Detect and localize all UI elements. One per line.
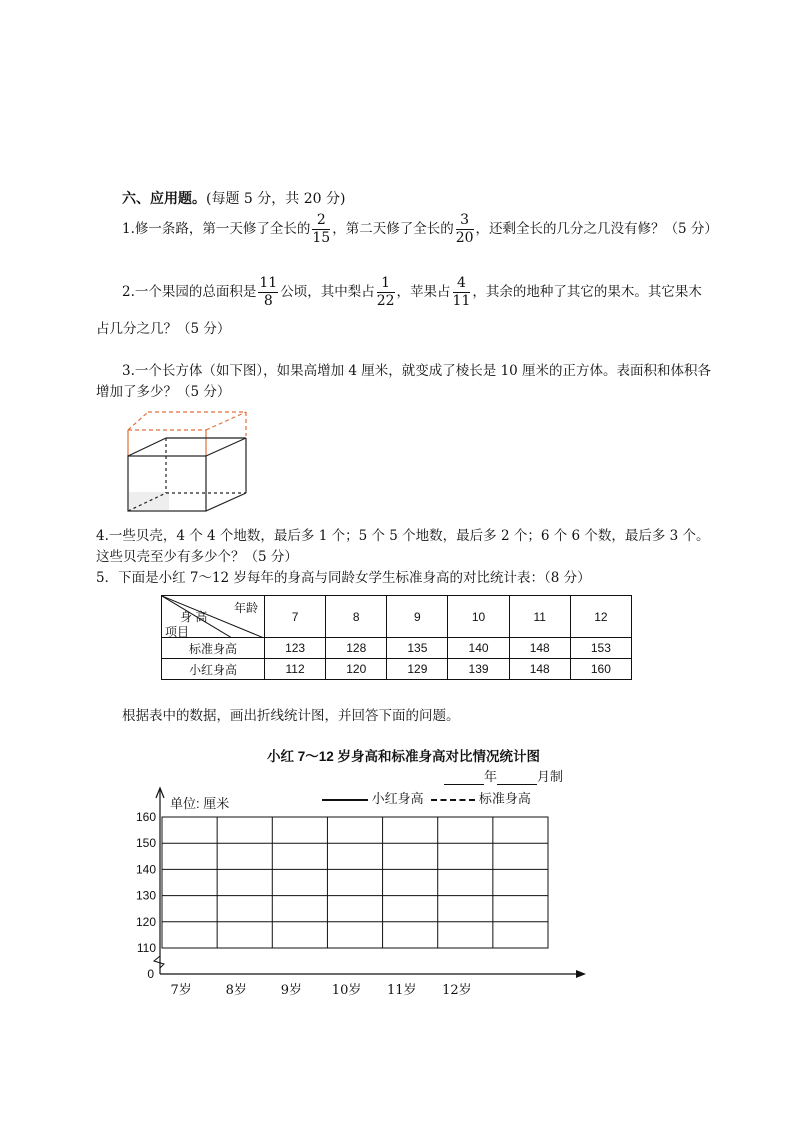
q1-fraction-1	[312, 212, 330, 247]
frac-num: 4	[453, 275, 471, 293]
table-row	[162, 638, 632, 659]
q2-fraction-3	[453, 275, 471, 310]
q2-fraction-1	[258, 275, 278, 310]
section-title	[122, 188, 345, 208]
q2-text-1: 2.一个果园的总面积是	[122, 284, 257, 300]
question-5-line-1: 5．下面是小红 7～12 岁每年的身高与同龄女学生标准身高的对比统计表：（8 分）	[96, 570, 591, 586]
axis-break	[154, 956, 164, 968]
age-header: 11	[509, 596, 570, 638]
question-4-line-1: 4.一些贝壳，4 个 4 个地数，最后多 1 个；5 个 5 个地数，最后多 2 个；6 个 6 个数，最后多 3 个。	[96, 528, 710, 544]
x-tick-label: 10岁	[331, 983, 362, 998]
q2-text-4: ，其余的地种了其它的果木。其它果木	[472, 284, 702, 300]
frac-den: 8	[263, 293, 273, 309]
legend-label-xiaohong: 小红身高	[371, 791, 424, 806]
cell: 112	[265, 659, 326, 680]
frac-den: 20	[455, 230, 474, 246]
q1-text-3: ，还剩全长的几分之几没有修？（5 分）	[475, 221, 718, 237]
x-axis-arrow	[576, 970, 586, 978]
x-tick-label: 7岁	[170, 983, 192, 998]
table-corner-cell	[162, 596, 265, 638]
question-3-line-1: 3.一个长方体（如下图），如果高增加 4 厘米，就变成了棱长是 10 厘米的正方体。表面积和体积各	[122, 363, 712, 379]
height-table	[161, 595, 632, 680]
age-header: 8	[326, 596, 387, 638]
cell: 153	[570, 638, 631, 659]
corner-age: 年龄	[233, 601, 258, 615]
q1-fraction-2	[456, 212, 474, 247]
frac-num: 11	[259, 275, 278, 291]
y-tick-label: 120	[135, 914, 156, 929]
origin-label: 0	[147, 967, 154, 981]
instruction: 根据表中的数据，画出折线统计图，并回答下面的问题。	[122, 708, 460, 724]
question-2-line-2: 占几分之几？（5 分）	[96, 321, 231, 337]
cell: 148	[509, 638, 570, 659]
cell: 128	[326, 638, 387, 659]
y-tick-label: 130	[135, 888, 156, 903]
age-header: 10	[448, 596, 509, 638]
cell: 120	[326, 659, 387, 680]
age-header: 7	[265, 596, 326, 638]
cell: 123	[265, 638, 326, 659]
question-1	[122, 212, 718, 247]
frac-den: 22	[376, 293, 395, 309]
cell: 129	[387, 659, 448, 680]
x-tick-label: 11岁	[386, 983, 417, 998]
q2-text-2: 公顷，其中梨占	[280, 284, 375, 300]
legend-label-standard: 标准身高	[478, 791, 531, 806]
month-label: 月制	[537, 769, 564, 784]
q1-text-1: 1.修一条路，第一天修了全长的	[122, 221, 311, 237]
year-label: 年	[484, 769, 498, 784]
row-label: 小红身高	[162, 659, 265, 680]
row-label: 标准身高	[162, 638, 265, 659]
cell: 140	[448, 638, 509, 659]
line-chart	[120, 780, 600, 1010]
y-tick-label: 150	[135, 836, 156, 851]
question-2	[122, 275, 702, 310]
frac-num: 1	[377, 275, 395, 293]
cell: 135	[387, 638, 448, 659]
cell: 139	[448, 659, 509, 680]
frac-den: 11	[452, 293, 471, 309]
question-3-line-2: 增加了多少？（5 分）	[96, 384, 231, 400]
y-tick-label: 140	[135, 862, 156, 877]
x-tick-label: 12岁	[442, 983, 472, 998]
frac-den: 15	[312, 230, 331, 246]
section-title-text: 六、应用题。	[122, 191, 206, 207]
cell: 148	[509, 659, 570, 680]
cuboid-figure	[124, 408, 254, 518]
chart-title: 小红 7～12 岁身高和标准身高对比情况统计图	[267, 749, 541, 764]
age-header: 9	[387, 596, 448, 638]
question-4-line-2: 这些贝壳至少有多少个？（5 分）	[96, 549, 298, 565]
corner-item: 项目	[165, 625, 190, 639]
x-tick-label: 8岁	[225, 983, 247, 998]
q2-fraction-2	[377, 275, 395, 310]
grid-frame	[162, 817, 548, 948]
y-unit-label: 单位: 厘米	[170, 796, 230, 811]
x-tick-label: 9岁	[280, 983, 303, 998]
frac-num: 2	[312, 212, 330, 230]
cube-outline-dashed	[128, 412, 246, 456]
section-note: (每题 5 分，共 20 分)	[206, 191, 346, 207]
corner-height: 身 高	[180, 610, 208, 624]
y-tick-label: 110	[136, 941, 156, 955]
frac-num: 3	[456, 212, 474, 230]
q2-text-3: ，苹果占	[396, 284, 451, 300]
table-row	[162, 659, 632, 680]
age-header: 12	[570, 596, 631, 638]
q1-text-2: ，第二天修了全长的	[332, 221, 454, 237]
y-tick-label: 160	[135, 810, 156, 824]
cell: 160	[570, 659, 631, 680]
